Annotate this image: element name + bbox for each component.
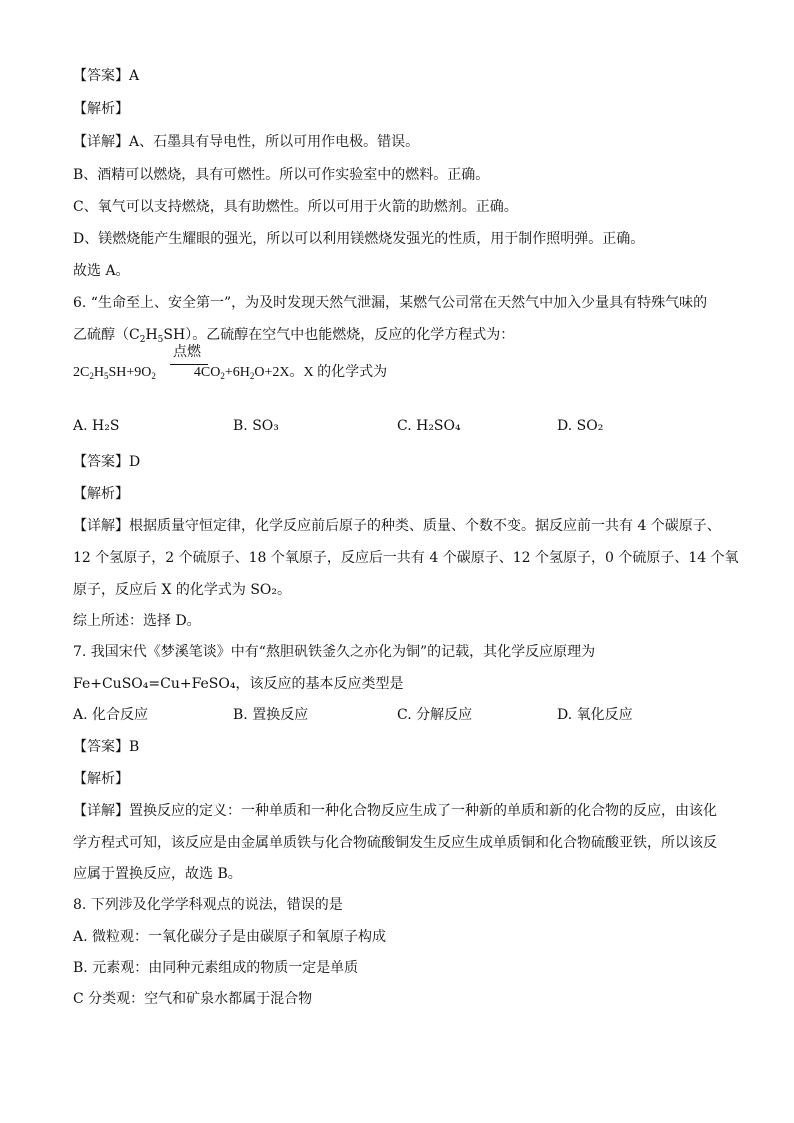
q6-option-d: D. SO₂ <box>557 418 604 434</box>
q5-conclusion: 故选 A。 <box>73 263 130 279</box>
q7-option-a: A. 化合反应 <box>73 707 149 723</box>
q7-option-c: C. 分解反应 <box>397 707 473 723</box>
q6-detail-line3: 原子，反应后 X 的化学式为 SO₂。 <box>73 582 291 598</box>
q7-analysis-heading: 【解析】 <box>73 771 129 787</box>
q7-answer: 【答案】B <box>73 739 140 755</box>
q5-analysis-heading: 【解析】 <box>73 101 129 117</box>
q8-stem: 8. 下列涉及化学学科观点的说法，错误的是 <box>73 897 343 913</box>
q7-option-d: D. 氧化反应 <box>557 707 633 723</box>
q5-answer: 【答案】A <box>73 68 140 84</box>
q7-stem-line2: Fe+CuSO₄=Cu+FeSO₄，该反应的基本反应类型是 <box>73 676 404 692</box>
q6-detail-line1: 【详解】根据质量守恒定律，化学反应前后原子的种类、质量、个数不变。据反应前一共有 4 个碳原子、 <box>73 518 721 534</box>
q6-stem-line2: 乙硫醇$(C_2H_5SH)$。乙硫醇在空气中也能燃烧，反应的化学方程式为： <box>73 327 515 345</box>
q6-summary: 综上所述：选择 D。 <box>73 613 201 629</box>
q6-detail-line2: 12 个氢原子，2 个硫原子、18 个氧原子，反应后一共有 4 个碳原子、12 个氢原子，0 个硫原子、14 个氧 <box>73 550 739 566</box>
q6-option-b: B. SO₃ <box>233 418 279 434</box>
q6-stem-line1: 6. “生命至上、安全第一”，为及时发现天然气泄漏，某燃气公司常在天然气中加入少量具有特殊气味的 <box>73 295 708 311</box>
q7-detail-line2: 学方程式可知，该反应是由金属单质铁与化合物硫酸铜发生反应生成单质铜和化合物硫酸亚铁，所以该反 <box>73 835 717 851</box>
equation-formula: $2C_2H_5SH+9O_2$ $4CO_2+6H_2O+2X$。X 的化学式为 <box>73 365 388 381</box>
q8-option-a: A. 微粒观：一氧化碳分子是由碳原子和氧原子构成 <box>73 929 387 945</box>
q6-analysis-heading: 【解析】 <box>73 486 129 502</box>
q8-option-c: C 分类观：空气和矿泉水都属于混合物 <box>73 991 313 1007</box>
q5-detail: 【详解】A、石墨具有导电性，所以可用作电极。错误。 <box>73 134 420 150</box>
q8-option-b: B. 元素观：由同种元素组成的物质一定是单质 <box>73 960 359 976</box>
q7-stem-line1: 7. 我国宋代《梦溪笔谈》中有“熬胆矾铁釜久之亦化为铜”的记载，其化学反应原理为 <box>73 644 596 660</box>
q5-option-b-explanation: B、酒精可以燃烧，具有可燃性。所以可作实验室中的燃料。正确。 <box>73 167 490 183</box>
q6-option-a: A. H₂S <box>73 418 120 434</box>
q7-detail-line1: 【详解】置换反应的定义：一种单质和一种化合物反应生成了一种新的单质和新的化合物的反应，由该化 <box>73 803 717 819</box>
q6-option-c: C. H₂SO₄ <box>397 418 461 434</box>
q6-answer: 【答案】D <box>73 454 141 470</box>
q7-option-b: B. 置换反应 <box>233 707 309 723</box>
q7-detail-line3: 应属于置换反应，故选 B。 <box>73 866 242 882</box>
q5-option-c-explanation: C、氧气可以支持燃烧，具有助燃性。所以可用于火箭的助燃剂。正确。 <box>73 199 518 215</box>
q5-option-d-explanation: D、镁燃烧能产生耀眼的强光，所以可以利用镁燃烧发强光的性质，用于制作照明弹。正确。 <box>73 231 645 247</box>
equation-condition: 点燃 <box>173 344 201 360</box>
